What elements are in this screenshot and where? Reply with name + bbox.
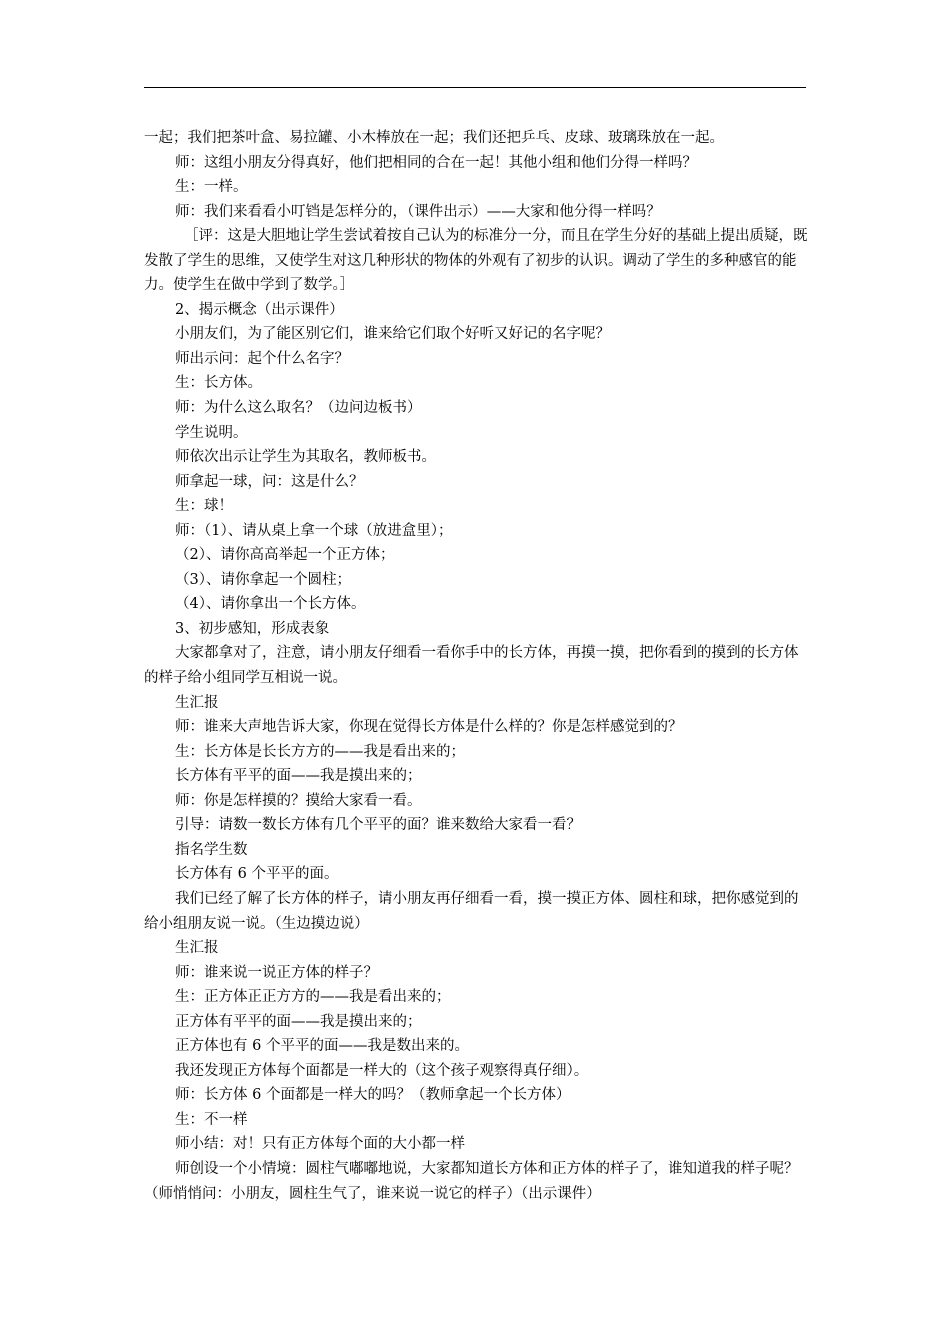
paragraph: 我还发现正方体每个面都是一样大的（这个孩子观察得真仔细）。 [175, 1062, 589, 1079]
paragraph: 师：你是怎样摸的？摸给大家看一看。 [175, 792, 422, 809]
paragraph: （3）、请你拿起一个圆柱； [175, 571, 351, 588]
paragraph: 师出示问：起个什么名字？ [175, 350, 349, 367]
paragraph: 师：长方体 6 个面都是一样大的吗？（教师拿起一个长方体） [175, 1087, 571, 1104]
paragraph: 生：球！ [175, 498, 233, 515]
paragraph: 正方体也有 6 个平平的面——我是数出来的。 [175, 1038, 469, 1055]
section-heading: 3、初步感知，形成表象 [175, 620, 330, 637]
paragraph: 师：这组小朋友分得真好，他们把相同的合在一起！其他小组和他们分得一样吗？ [175, 154, 697, 171]
comment-paragraph: ［评：这是大胆地让学生尝试着按自己认为的标准分一分，而且在学生分好的基础上提出质疑，既发散了学生的思维，又使学生对这几种形状的物体的外观有了初步的认识。调动了学生的多种感官的能力。使学生在做中学到了数学。］ [144, 228, 808, 294]
paragraph: 长方体有平平的面——我是摸出来的； [175, 768, 422, 785]
paragraph: 学生说明。 [175, 424, 248, 441]
paragraph: 师：谁来说一说正方体的样子？ [175, 964, 378, 981]
paragraph: （4）、请你拿出一个长方体。 [175, 596, 366, 613]
paragraph: 生：长方体是长长方方的——我是看出来的； [175, 743, 465, 760]
paragraph: 正方体有平平的面——我是摸出来的； [175, 1013, 422, 1030]
paragraph: 生：不一样 [175, 1111, 248, 1128]
paragraph: 师：为什么这么取名？（边问边板书） [175, 400, 422, 417]
paragraph: 生：一样。 [175, 179, 248, 196]
header-rule [144, 87, 806, 88]
paragraph: 生：长方体。 [175, 375, 262, 392]
paragraph: 师创设一个小情境：圆柱气嘟嘟地说，大家都知道长方体和正方体的样子了，谁知道我的样子呢？（师悄悄问：小朋友，圆柱生气了，谁来说一说它的样子）（出示课件） [144, 1160, 799, 1202]
paragraph: 师拿起一球，问：这是什么？ [175, 473, 364, 490]
paragraph: 师小结：对！只有正方体每个面的大小都一样 [175, 1136, 465, 1153]
paragraph: 师：（1）、请从桌上拿一个球（放进盒里）； [175, 522, 453, 539]
paragraph: 生汇报 [175, 694, 219, 711]
paragraph: 一起；我们把茶叶盒、易拉罐、小木棒放在一起；我们还把乒乓、皮球、玻璃珠放在一起。 [144, 130, 724, 146]
paragraph: （2）、请你高高举起一个正方体； [175, 547, 395, 564]
paragraph: 小朋友们，为了能区别它们，谁来给它们取个好听又好记的名字呢？ [175, 326, 610, 343]
paragraph: 师：谁来大声地告诉大家，你现在觉得长方体是什么样的？你是怎样感觉到的？ [175, 719, 683, 736]
section-heading: 2、揭示概念（出示课件） [175, 301, 344, 318]
paragraph: 生汇报 [175, 940, 219, 957]
paragraph: 大家都拿对了，注意，请小朋友仔细看一看你手中的长方体，再摸一摸，把你看到的摸到的长方体的样子给小组同学互相说一说。 [144, 645, 799, 687]
paragraph: 师依次出示让学生为其取名，教师板书。 [175, 449, 436, 466]
paragraph: 师：我们来看看小叮铛是怎样分的，（课件出示）——大家和他分得一样吗？ [175, 203, 661, 220]
paragraph: 生：正方体正正方方的——我是看出来的； [175, 989, 451, 1006]
paragraph: 引导：请数一数长方体有几个平平的面？谁来数给大家看一看？ [175, 817, 581, 834]
document-body [144, 126, 808, 1206]
paragraph: 指名学生数 [175, 841, 248, 858]
paragraph: 长方体有 6 个平平的面。 [175, 866, 339, 883]
paragraph: 我们已经了解了长方体的样子，请小朋友再仔细看一看，摸一摸正方体、圆柱和球，把你感觉到的给小组朋友说一说。（生边摸边说） [144, 890, 799, 932]
